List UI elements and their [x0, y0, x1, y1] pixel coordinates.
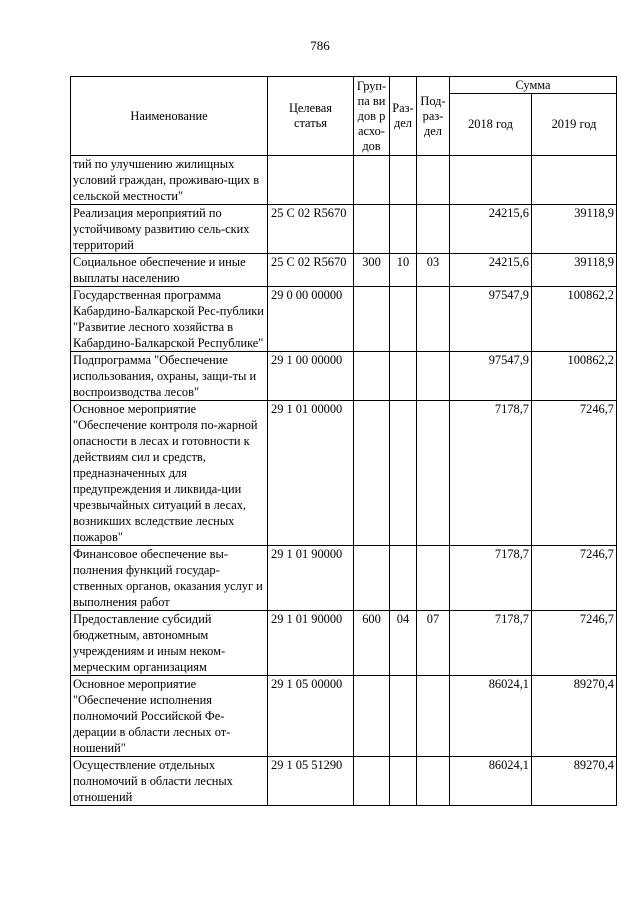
row-section	[390, 546, 417, 611]
row-sum-2018: 86024,1	[450, 757, 532, 806]
row-subsection	[417, 676, 450, 757]
row-target: 29 1 01 90000	[268, 611, 354, 676]
row-target: 29 0 00 00000	[268, 287, 354, 352]
table-row	[71, 254, 617, 287]
header-subsection-text: Под-раз-дел	[420, 93, 446, 138]
row-section	[390, 156, 417, 205]
row-group	[354, 156, 390, 205]
table-row	[71, 676, 617, 757]
header-group-text: Груп-па видов расхо-дов	[356, 78, 387, 153]
row-target: 29 1 01 00000	[268, 401, 354, 546]
table-row	[71, 611, 617, 676]
header-group	[354, 77, 390, 156]
table-row	[71, 205, 617, 254]
row-subsection	[417, 156, 450, 205]
row-sum-2019: 89270,4	[532, 676, 617, 757]
row-sum-2018: 7178,7	[450, 546, 532, 611]
row-subsection	[417, 205, 450, 254]
row-sum-2018: 7178,7	[450, 401, 532, 546]
row-sum-2018: 86024,1	[450, 676, 532, 757]
row-sum-2019	[532, 156, 617, 205]
header-target-text: Целевая статья	[288, 101, 333, 130]
row-group	[354, 205, 390, 254]
row-group	[354, 757, 390, 806]
row-target	[268, 156, 354, 205]
row-name: Осуществление отдельных полномочий в области лесных отношений	[71, 757, 268, 806]
row-name: Социальное обеспечение и иные выплаты населению	[71, 254, 268, 287]
header-year-2018: 2018 год	[450, 94, 532, 156]
row-name: Основное мероприятие "Обеспечение исполнения полномочий Российской Фе-дерации в области лесных от-ношений"	[71, 676, 268, 757]
row-name: Подпрограмма "Обеспечение использования, охраны, защи-ты и воспроизводства лесов"	[71, 352, 268, 401]
row-section	[390, 352, 417, 401]
header-section	[390, 77, 417, 156]
page-number: 786	[310, 38, 330, 53]
row-sum-2018: 24215,6	[450, 254, 532, 287]
row-name: Предоставление субсидий бюджетным, автономным учреждениям и иным неком-мерческим организациям	[71, 611, 268, 676]
row-name: тий по улучшению жилищных условий граждан, проживаю-щих в сельской местности"	[71, 156, 268, 205]
row-group	[354, 287, 390, 352]
row-sum-2018: 97547,9	[450, 287, 532, 352]
row-section	[390, 676, 417, 757]
header-subsection	[417, 77, 450, 156]
row-subsection	[417, 287, 450, 352]
row-sum-2018: 97547,9	[450, 352, 532, 401]
header-name: Наименование	[71, 77, 268, 156]
row-section	[390, 205, 417, 254]
row-group	[354, 546, 390, 611]
row-name: Государственная программа Кабардино-Балкарской Рес-публики "Развитие лесного хозяйства в Кабардино-Балкарской Республике"	[71, 287, 268, 352]
row-sum-2019: 100862,2	[532, 352, 617, 401]
row-name: Основное мероприятие "Обеспечение контроля по-жарной опасности в лесах и готовности к действиям сил и средств, предназначенных для предупреждения и ликвида-ции чрезвычайных ситуаций в лесах, возникших вследствие лесных пожаров"	[71, 401, 268, 546]
row-section: 04	[390, 611, 417, 676]
row-section: 10	[390, 254, 417, 287]
row-sum-2019: 7246,7	[532, 401, 617, 546]
table-row	[71, 352, 617, 401]
row-name: Реализация мероприятий по устойчивому развитию сель-ских территорий	[71, 205, 268, 254]
row-group: 600	[354, 611, 390, 676]
row-sum-2018: 7178,7	[450, 611, 532, 676]
row-subsection: 07	[417, 611, 450, 676]
row-sum-2019: 7246,7	[532, 546, 617, 611]
row-group: 300	[354, 254, 390, 287]
budget-table	[70, 76, 617, 806]
header-section-text: Раз-дел	[392, 101, 414, 130]
row-section	[390, 287, 417, 352]
row-sum-2018: 24215,6	[450, 205, 532, 254]
row-target: 25 С 02 R5670	[268, 254, 354, 287]
row-target: 29 1 05 51290	[268, 757, 354, 806]
row-subsection	[417, 757, 450, 806]
row-sum-2019: 89270,4	[532, 757, 617, 806]
row-subsection	[417, 546, 450, 611]
row-target: 29 1 00 00000	[268, 352, 354, 401]
header-year-2019: 2019 год	[532, 94, 617, 156]
row-target: 29 1 05 00000	[268, 676, 354, 757]
row-group	[354, 676, 390, 757]
table-row	[71, 401, 617, 546]
row-sum-2019: 100862,2	[532, 287, 617, 352]
row-subsection: 03	[417, 254, 450, 287]
table-row	[71, 287, 617, 352]
row-subsection	[417, 352, 450, 401]
row-sum-2018	[450, 156, 532, 205]
row-subsection	[417, 401, 450, 546]
header-target	[268, 77, 354, 156]
row-name: Финансовое обеспечение вы-полнения функций государ-ственных органов, оказания услуг и выполнения работ	[71, 546, 268, 611]
table-row	[71, 757, 617, 806]
row-sum-2019: 39118,9	[532, 254, 617, 287]
row-group	[354, 352, 390, 401]
row-section	[390, 401, 417, 546]
table-row	[71, 156, 617, 205]
row-target: 29 1 01 90000	[268, 546, 354, 611]
row-sum-2019: 39118,9	[532, 205, 617, 254]
table-row	[71, 546, 617, 611]
row-sum-2019: 7246,7	[532, 611, 617, 676]
header-sum: Сумма	[450, 77, 617, 94]
row-group	[354, 401, 390, 546]
row-section	[390, 757, 417, 806]
row-target: 25 С 02 R5670	[268, 205, 354, 254]
